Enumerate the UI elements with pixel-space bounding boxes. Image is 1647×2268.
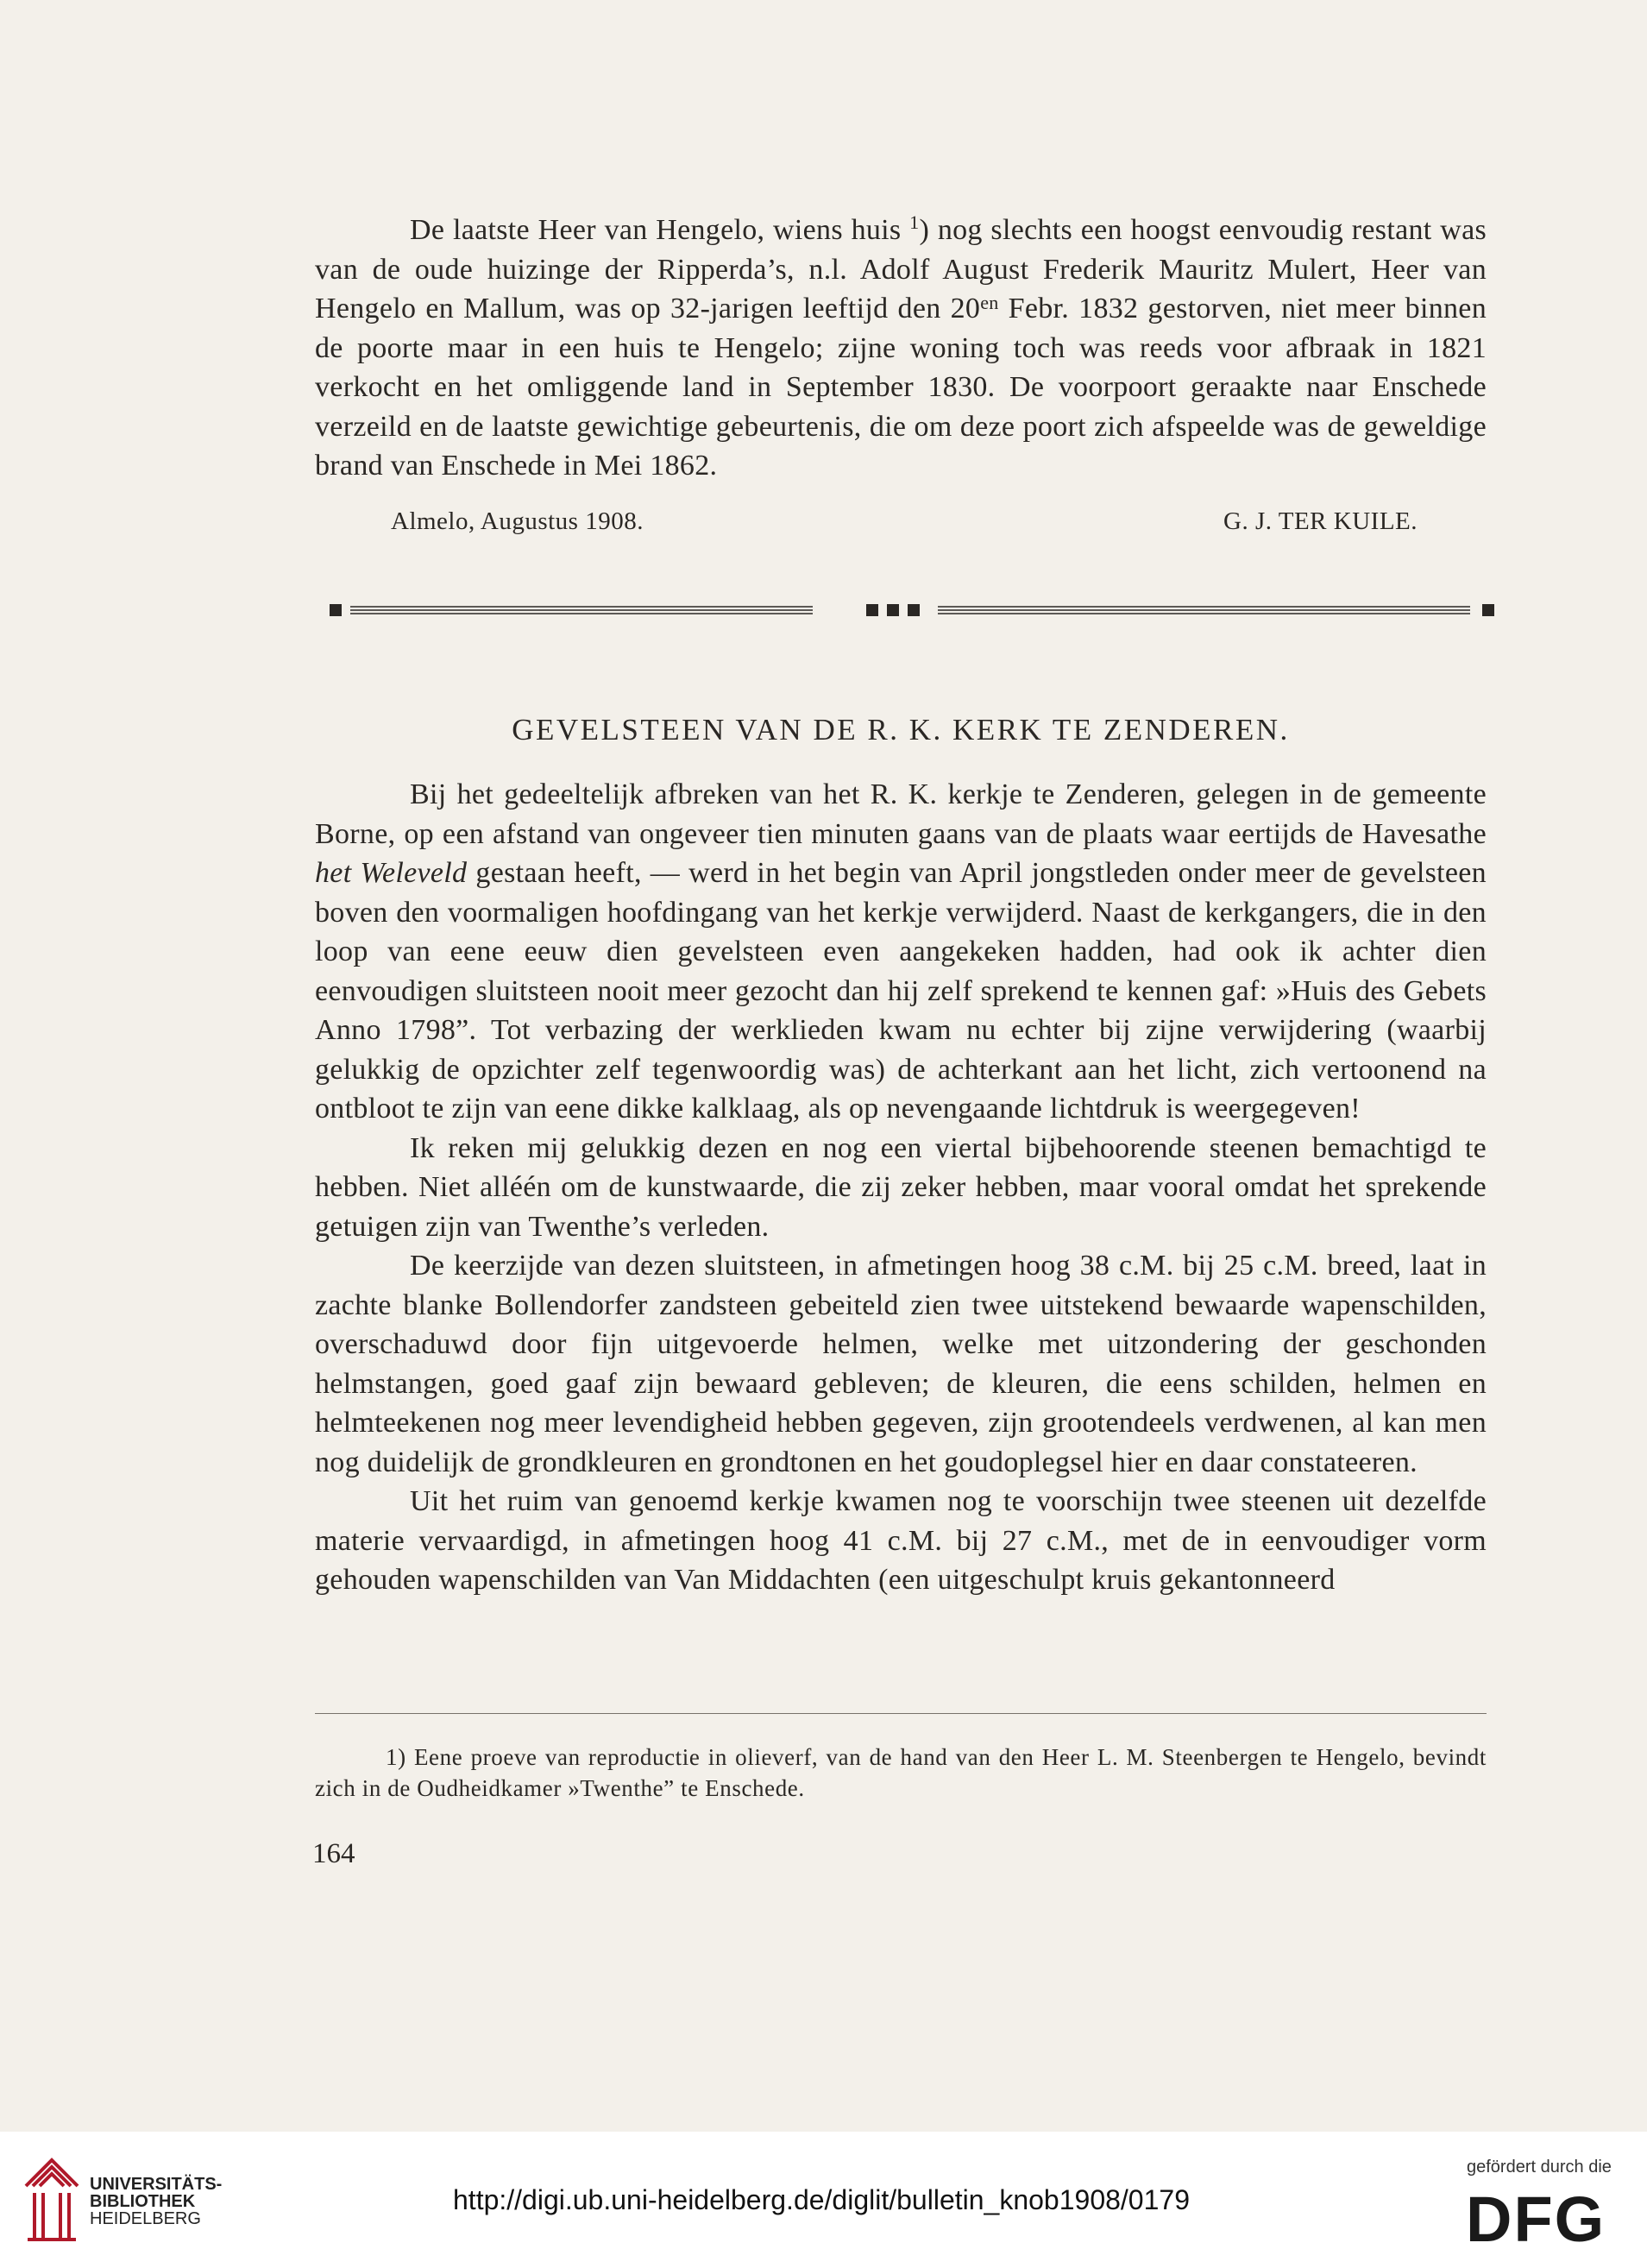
ornamental-divider	[330, 602, 1497, 619]
footnote-marker[interactable]: 1	[909, 211, 920, 233]
article-closing-paragraph: De laatste Heer van Hengelo, wiens huis $^1$) nog slechts een hoogst eenvoudig restant was van de oude huizinge der Ripperda’s, n.l. Adolf August Frederik Mauritz Mulert, Heer van Hengelo en Mallum, was op 32-jarigen leeftijd den $20^{en}$ Febr. 1832 gestorven, niet meer binnen de poorte maar in een huis te Hengelo; zijne woning toch was reeds voor afbraak in 1821 verkocht en het omliggende land in September 1830. De voorpoort geraakte naar Enschede verzeild en de laatste gewichtige gebeurtenis, die om deze poort zich afspeelde was de geweldige brand van Enschede in Mei 1862.	[315, 211, 1487, 482]
page-number: 164	[312, 1838, 355, 1869]
funding-caption: gefördert durch die	[1467, 2158, 1612, 2177]
place-date: Almelo, Augustus 1908.	[391, 507, 644, 535]
dfg-logo-icon	[1464, 2188, 1628, 2248]
permalink-url[interactable]: http://digi.ub.uni-heidelberg.de/diglit/bulletin_knob1908/0179	[453, 2184, 1190, 2215]
author-name: G. J. TER KUILE.	[1223, 507, 1418, 535]
footnote: 1) Eene proeve van reproductie in olieverf, van de hand van den Heer L. M. Steenbergen te Hengelo, bevindt zich in de Oudheidkamer »Twenthe” te Enschede.	[315, 1744, 1487, 1801]
section-title: GEVELSTEEN VAN DE R. K. KERK TE ZENDEREN.	[512, 713, 1290, 747]
paragraph: Uit het ruim van genoemd kerkje kwamen nog te voorschijn twee steenen uit dezelfde materie vervaardigd, in afmetingen hoog 41 c.M. bij 27 c.M., met de in eenvoudiger vorm gehouden wapenschilden van Van Middachten (een uitgeschulpt kruis gekantonneerd	[315, 1485, 1487, 1596]
section-body	[315, 775, 1487, 1600]
article-signature	[391, 507, 1418, 536]
university-library-logo-icon	[19, 2151, 85, 2246]
paragraph: De keerzijde van dezen sluitsteen, in afmetingen hoog 38 c.M. bij 25 c.M. breed, laat in zachte blanke Bollendorfer zandsteen gebeiteld zien twee uitstekend bewaarde wapenschilden, overschaduwd door fijn uitgevoerde helmen, welke met uitzondering der geschonden helmstangen, goed gaaf zijn bewaard gebleven; de kleuren, die eens schilden, helmen en helmteekenen nog meer levendigheid hebben gegeven, zijn grootendeels verdwenen, al kan men nog duidelijk de grondkleuren en grondtonen en het goudoplegsel hier en daar constateeren.	[315, 1250, 1487, 1478]
svg-text:DFG: DFG	[1466, 2188, 1606, 2248]
footnote-separator	[315, 1713, 1487, 1714]
paragraph: Bij het gedeeltelijk afbreken van het R. K. kerkje te Zenderen, gelegen in de gemeente Borne, op een afstand van ongeveer tien minuten gaans van de plaats waar eertijds de Havesathe het Weleveld gestaan heeft, — werd in het begin van April jongstleden onder meer de gevelsteen boven den voormaligen hoofdingang van het kerkje verwijderd. Naast de kerkgangers, die in den loop van eene eeuw dien gevelsteen even aangekeken hadden, had ook ik achter dien eenvoudigen sluitsteen nooit meer gezocht dan hij zelf sprekend te kennen gaf: »Huis des Gebets Anno 1798”. Tot verbazing der werklieden kwam nu echter bij zijne verwijdering (waarbij gelukkig de opzichter zelf tegenwoordig was) de achterkant aan het licht, zich vertoonend na ontbloot te zijn van eene dikke kalklaag, als op nevengaande lichtdruk is weergegeven!	[315, 778, 1487, 1125]
library-name: UNIVERSITÄTS- BIBLIOTHEK HEIDELBERG	[90, 2175, 223, 2228]
paragraph: Ik reken mij gelukkig dezen en nog een viertal bijbehoorende steenen bemachtigd te hebben. Niet alléén om de kunstwaarde, die zij zeker hebben, maar vooral omdat het sprekende getuigen zijn van Twenthe’s verleden.	[315, 1131, 1487, 1243]
italic-placename: het Weleveld	[315, 857, 468, 889]
